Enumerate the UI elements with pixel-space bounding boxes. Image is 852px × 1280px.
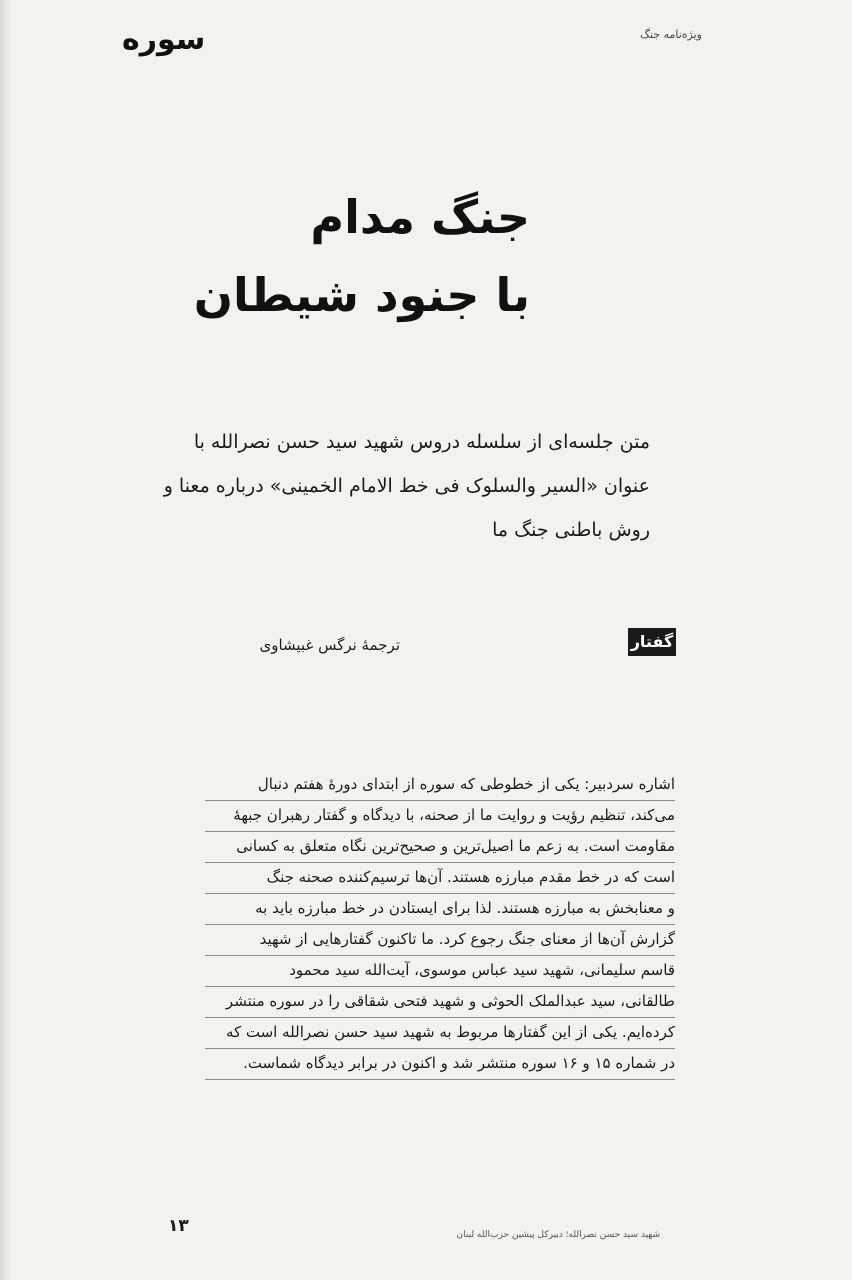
page-number: ۱۳	[168, 1216, 189, 1236]
editor-note-line: قاسم سلیمانی، شهید سید عباس موسوی، آیت‌الله سید محمود	[205, 956, 675, 987]
article-lead	[150, 420, 650, 552]
section-label: ویژه‌نامه جنگ	[640, 28, 702, 41]
running-footer: شهید سید حسن نصرالله؛ دبیرکل پیشین حزب‌الله لبنان	[456, 1230, 660, 1240]
editor-note	[205, 770, 675, 1080]
editor-note-line: کرده‌ایم. یکی از این گفتارها مربوط به شهید سید حسن نصرالله است که	[205, 1018, 675, 1049]
editor-note-line: گزارش آن‌ها از معنای جنگ رجوع کرد. ما تاکنون گفتارهایی از شهید	[205, 925, 675, 956]
lead-line: متن جلسه‌ای از سلسله دروس شهید سید حسن نصرالله با	[193, 431, 650, 453]
editor-note-line: است که در خط مقدم مبارزه هستند. آن‌ها ترسیم‌کننده صحنه جنگ	[205, 863, 675, 894]
title-line-2: با جنود شیطان	[193, 268, 530, 322]
magazine-logo: سوره	[122, 22, 206, 57]
translator-credit: ترجمهٔ نرگس غبیشاوی	[259, 636, 400, 654]
editor-note-line: مقاومت است. به زعم ما اصیل‌ترین و صحیح‌ترین نگاه متعلق به کسانی	[205, 832, 675, 863]
lead-line: عنوان «السیر والسلوک فی خط الامام الخمینی» درباره معنا و	[163, 475, 650, 497]
page-binding-edge	[0, 0, 10, 1280]
editor-note-line: می‌کند، تنظیم رؤیت و روایت ما از صحنه، با دیدگاه و گفتار رهبران جبههٔ	[205, 801, 675, 832]
section-tag: گفتار	[628, 628, 676, 656]
title-line-1: جنگ مدام	[310, 190, 530, 244]
editor-note-line: و معنابخش به مبارزه هستند. لذا برای ایستادن در خط مبارزه باید به	[205, 894, 675, 925]
editor-note-line: اشاره سردبیر: یکی از خطوطی که سوره از ابتدای دورهٔ هفتم دنبال	[205, 770, 675, 801]
editor-note-line: در شماره ۱۵ و ۱۶ سوره منتشر شد و اکنون در برابر دیدگاه شماست.	[205, 1049, 675, 1080]
lead-line: روش باطنی جنگ ما	[492, 519, 650, 541]
editor-note-line: طالقانی، سید عبدالملک الحوثی و شهید فتحی شقاقی را در سوره منتشر	[205, 987, 675, 1018]
article-title	[193, 178, 530, 334]
